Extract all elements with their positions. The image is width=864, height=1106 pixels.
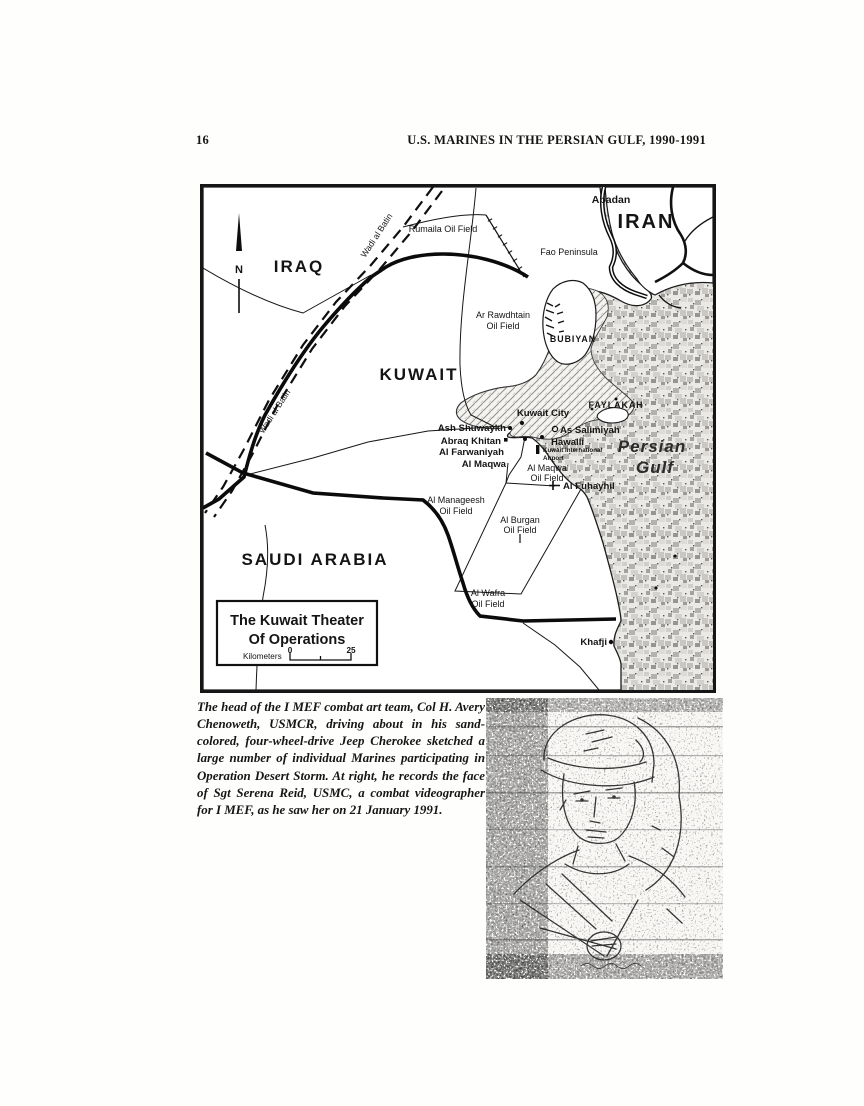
north-label: N [235,264,243,276]
label-al-maqwa-field-2: Oil Field [530,473,564,483]
label-khafji: Khafji [580,637,607,648]
label-fao-peninsula: Fao Peninsula [540,247,598,257]
label-ash-shuwaykh: Ash Shuwaykh [437,423,506,434]
scale-units-label: Kilometers [243,652,282,661]
kuwait-theater-map [200,184,716,693]
label-rumaila: Rumaila Oil Field [408,224,478,234]
map-title-line2: Of Operations [248,632,346,648]
page-number: 16 [196,133,210,147]
running-title: U.S. MARINES IN THE PERSIAN GULF, 1990-1991 [407,133,706,147]
map-title-line1: The Kuwait Theater [230,613,364,629]
label-al-manageesh-1: Al Manageesh [427,495,485,505]
label-saudi-arabia: SAUDI ARABIA [241,550,389,569]
scale-end: 25 [346,646,356,655]
label-as-salimiyah: As Salimiyah [560,425,620,436]
label-al-manageesh-2: Oil Field [439,506,473,516]
label-kuwait-intl-1: Kuwait International [543,447,603,454]
label-al-maqwa: Al Maqwa [461,459,506,470]
label-al-fuhayhil: Al Fuhayhil [563,481,615,492]
label-al-maqwa-field-1: Al Maqwa [527,463,567,473]
label-al-burgan-1: Al Burgan [500,515,540,525]
map-legend [217,601,377,665]
label-iraq: IRAQ [273,257,325,276]
label-iran: IRAN [617,211,675,233]
label-ar-rawdhtain-2: Oil Field [486,321,520,331]
label-abraq-khitan: Abraq Khitan [440,436,501,447]
label-al-wafra-1: Al Wafra [470,588,506,598]
label-wadi-al-batin-north: Wadi al Batin [358,211,395,260]
label-al-burgan-2: Oil Field [503,525,537,535]
label-al-farwaniyah: Al Farwaniyah [438,447,504,458]
figure-caption: The head of the I MEF combat art team, Col H. Avery Chenoweth, USMCR, driving about in his sand-colored, four-wheel-drive Jeep Cherokee sketched a large number of individual Marines participating in Operation Desert Storm. At right, he records the face of Sgt Serena Reid, USMC, a combat videographer for I MEF, as he saw her on 21 January 1991. [197,700,485,817]
dark-shading-left [486,698,548,979]
label-persian: Persian [617,437,687,456]
label-kuwait-city: Kuwait City [516,408,570,419]
label-hawalli: Hawalli [551,437,585,448]
label-ar-rawdhtain-1: Ar Rawdhtain [475,310,531,320]
combat-art-sketch [486,698,723,979]
label-bubiyan: BUBIYAN [549,334,597,344]
label-al-wafra-2: Oil Field [471,599,505,609]
scale-start: 0 [287,646,293,655]
sketch-canvas [486,698,723,979]
label-wadi-al-batin-south: Wadi al Batin [256,387,293,436]
map-canvas [203,187,713,690]
label-kuwait-intl-2: Airport [543,455,564,462]
label-kuwait: KUWAIT [379,365,459,384]
label-faylakah: FAYLAKAH [588,400,644,410]
label-gulf: Gulf [636,458,674,477]
dark-band-top [486,698,723,712]
label-abadan: Abadan [591,194,631,206]
